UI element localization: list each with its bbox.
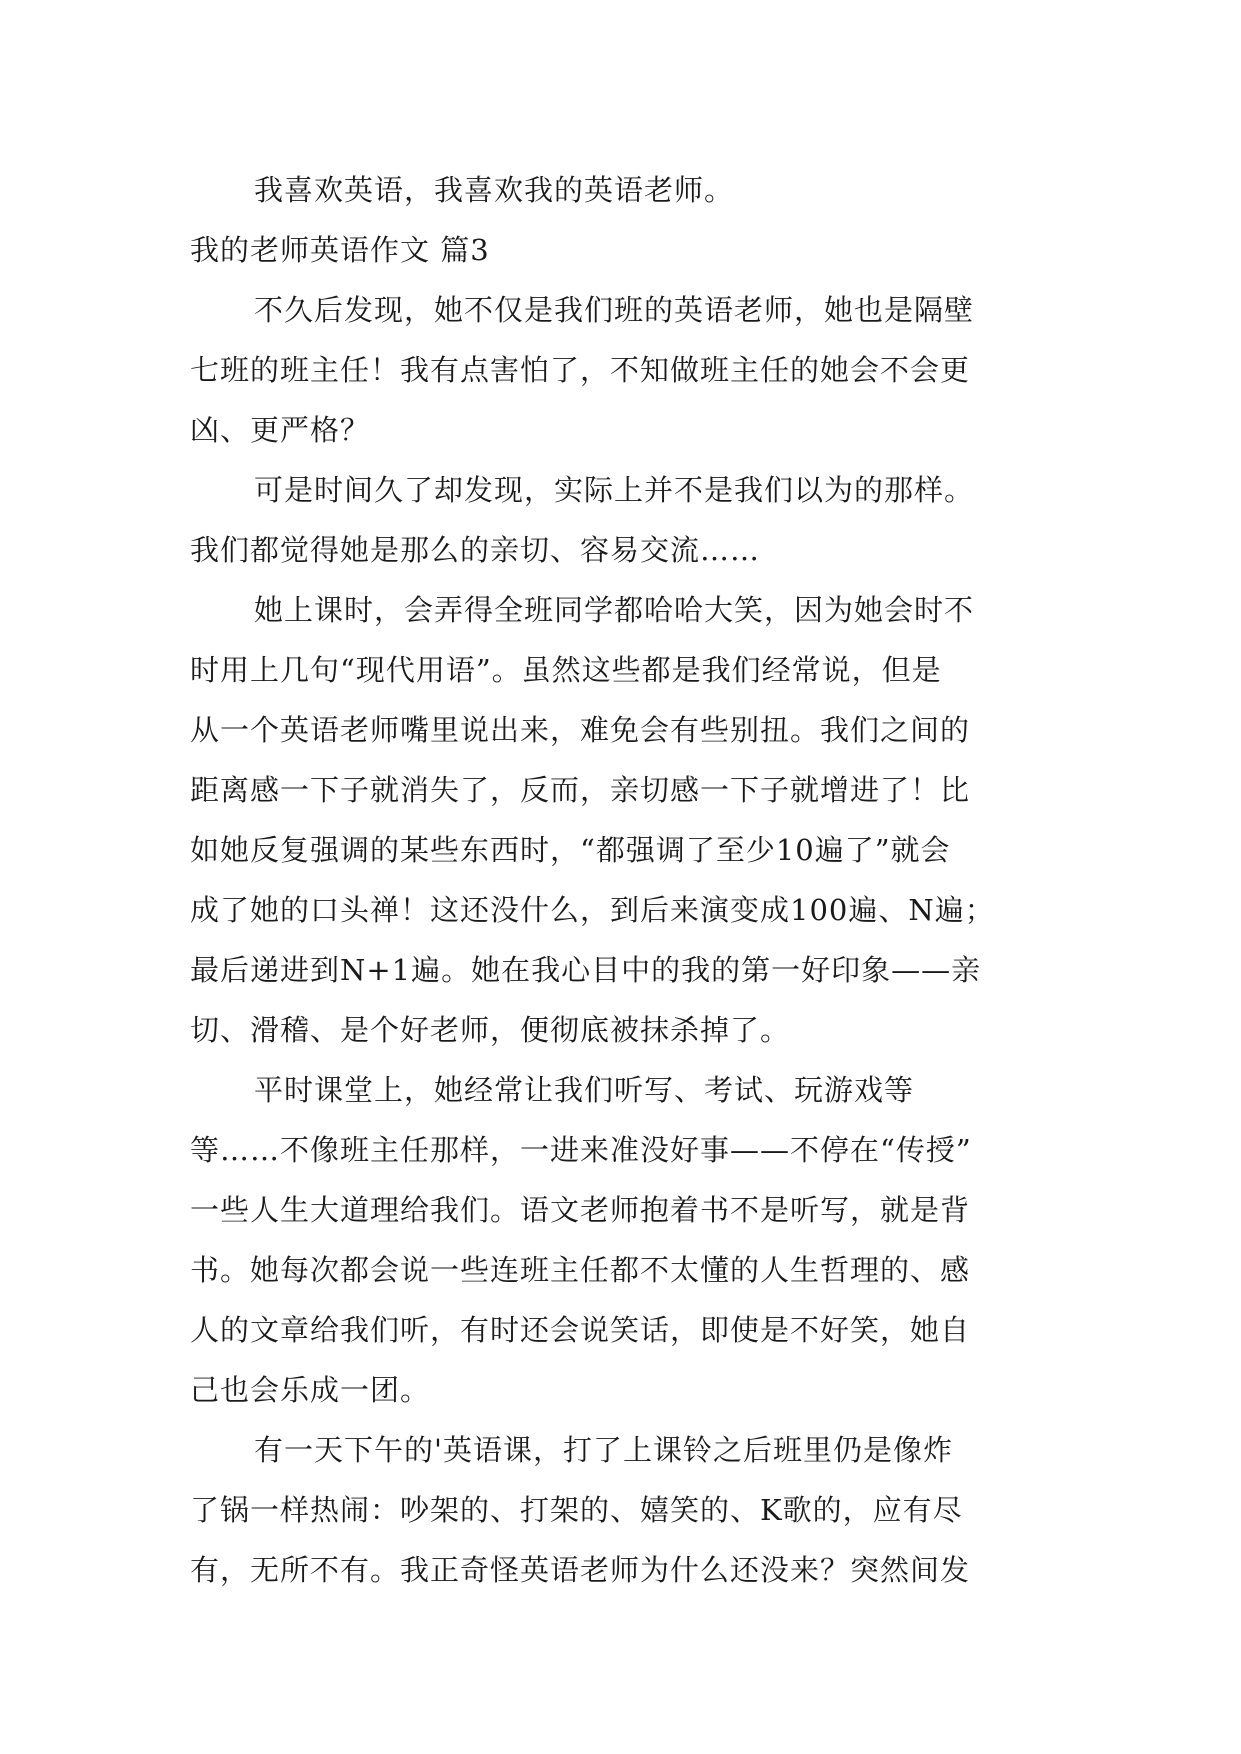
text-line: 我喜欢英语，我喜欢我的英语老师。 [254,173,735,207]
section-heading: 我的老师英语作文 篇3 [190,233,490,267]
text-line: 最后递进到N+1遍。她在我心目中的我的第一好印象——亲 [190,953,982,987]
text-line: 成了她的口头禅！这还没什么，到后来演变成100遍、N遍； [190,893,995,927]
text-line: 从一个英语老师嘴里说出来，难免会有些别扭。我们之间的 [190,713,971,747]
text-line: 时用上几句“现代用语”。虽然这些都是我们经常说，但是 [190,653,942,687]
text-line: 凶、更严格？ [190,413,371,447]
text-line: 人的文章给我们听，有时还会说笑话，即使是不好笑，她自 [190,1313,971,1347]
text-line: 了锅一样热闹：吵架的、打架的、嬉笑的、K歌的，应有尽 [190,1493,963,1527]
text-line: 不久后发现，她不仅是我们班的英语老师，她也是隔壁 [254,293,975,327]
text-line: 如她反复强调的某些东西时，“都强调了至少10遍了”就会 [190,833,951,867]
text-line: 有，无所不有。我正奇怪英语老师为什么还没来？突然间发 [190,1553,971,1587]
text-line: 距离感一下子就消失了，反而，亲切感一下子就增进了！比 [190,773,971,807]
text-line: 有一天下午的'英语课，打了上课铃之后班里仍是像炸 [254,1433,953,1467]
text-line: 切、滑稽、是个好老师，便彻底被抹杀掉了。 [190,1013,791,1047]
text-line: 等……不像班主任那样，一进来准没好事——不停在“传授” [190,1133,972,1167]
text-line: 我们都觉得她是那么的亲切、容易交流…… [190,533,761,567]
text-line: 她上课时，会弄得全班同学都哈哈大笑，因为她会时不 [254,593,975,627]
text-line: 书。她每次都会说一些连班主任都不太懂的人生哲理的、感 [190,1253,971,1287]
text-line: 平时课堂上，她经常让我们听写、考试、玩游戏等 [254,1073,915,1107]
document-body [190,160,1050,1600]
text-line: 可是时间久了却发现，实际上并不是我们以为的那样。 [254,473,975,507]
text-line: 一些人生大道理给我们。语文老师抱着书不是听写，就是背 [190,1193,971,1227]
text-line: 七班的班主任！我有点害怕了，不知做班主任的她会不会更 [190,353,971,387]
text-line: 己也会乐成一团。 [190,1373,431,1407]
